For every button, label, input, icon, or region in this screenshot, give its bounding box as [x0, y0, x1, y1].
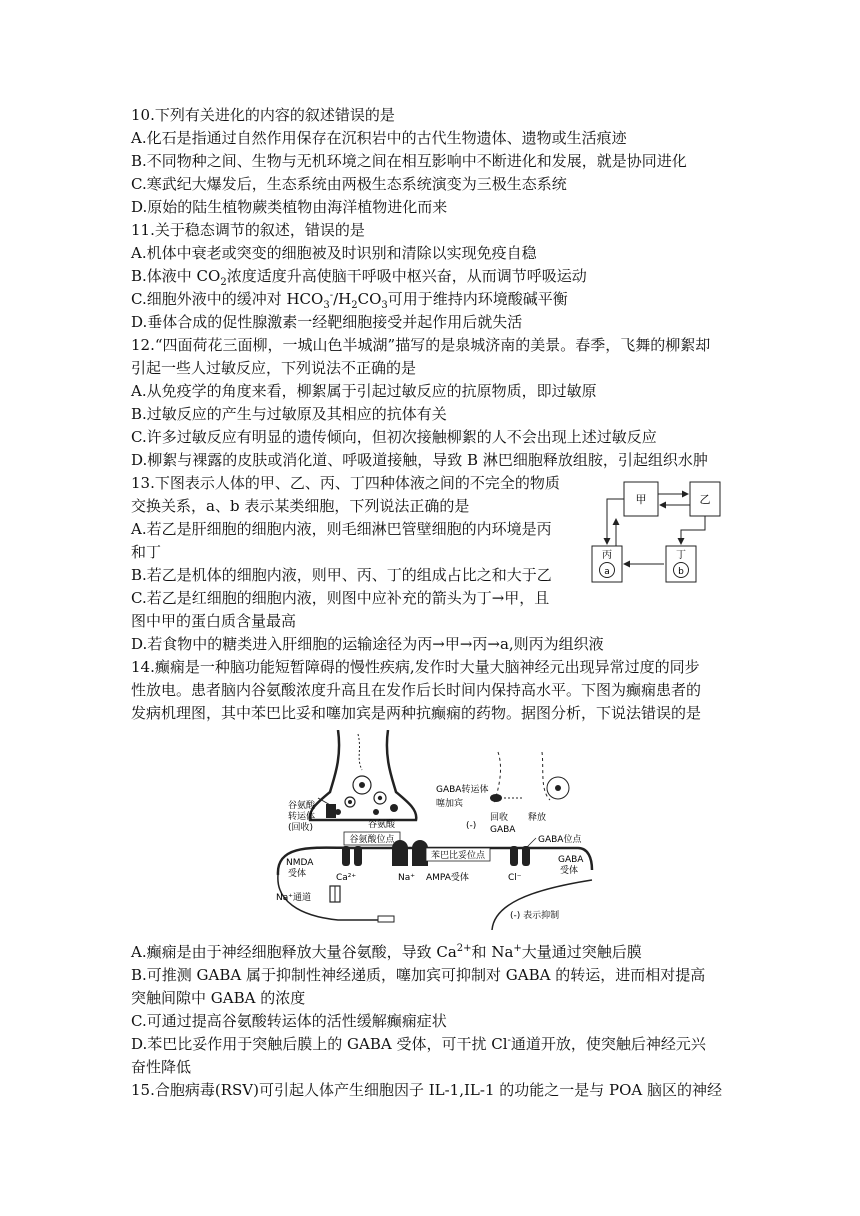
glu-transporter-label-2: 转运体 [288, 812, 316, 822]
vesicle-core [359, 782, 365, 788]
body-fluid-exchange-diagram [586, 474, 726, 590]
gaba-vesicle-core [555, 785, 561, 791]
gaba-site-label: GABA位点 [538, 835, 582, 845]
q14-option-a: A.癫痫是由于神经细胞释放大量谷氨酸，导致 $Ca^{2+}$和 Na+大量通过突触后膜 [131, 943, 642, 961]
synapse-mechanism-diagram [258, 730, 598, 930]
channel-bottom-icon [378, 916, 394, 922]
q12-stem-line1: 12.“四面荷花三面柳，一城山色半城湖”描写的是泉城济南的美景。春季，飞舞的柳絮却 [131, 336, 711, 354]
q12-option-d: D.柳絮与裸露的皮肤或消化道、呼吸道接触，导致 B 淋巴细胞释放组胺，引起组织水肿 [131, 451, 708, 469]
q10-option-c: C.寒武纪大爆发后，生态系统由两极生态系统演变为三极生态系统 [131, 175, 567, 193]
label-yi: 乙 [699, 493, 711, 506]
q13-option-d: D.若食物中的糖类进入肝细胞的运输途径为丙→甲→丙→a,则丙为组织液 [131, 635, 604, 653]
q13-option-c-line1: C.若乙是红细胞的细胞内液，则图中应补充的箭头为丁→甲，且 [131, 589, 550, 607]
q12-option-a: A.从免疫学的角度来看，柳絮属于引起过敏反应的抗原物质，即过敏原 [131, 382, 597, 400]
legend-inhibit: (-) 表示抑制 [510, 911, 560, 921]
glu-transporter-label-1: 谷氨酸 [288, 801, 316, 811]
vesicle-core [348, 800, 352, 804]
gaba-transporter-icon [490, 794, 502, 802]
glu-site-label: 谷氨酸位点 [349, 835, 395, 845]
q10-stem: 10.下列有关进化的内容的叙述错误的是 [131, 106, 395, 124]
recycle-label: 回收 [490, 813, 509, 823]
gaba-label: GABA [490, 825, 516, 835]
q14-stem-line3: 发病机理图，其中苯巴比妥和噻加宾是两种抗癫痫的药物。据图分析，下说法错误的是 [131, 704, 702, 722]
gaba-transporter-label: GABA转运体 [436, 785, 489, 795]
q14-stem-line2: 性放电。患者脑内谷氨酸浓度升高且在发作后长时间内保持高水平。下图为癫痫患者的 [131, 681, 702, 699]
vesicle-core [378, 796, 382, 800]
gaba-receptor-label-2: 受体 [560, 866, 579, 876]
q12-option-b: B.过敏反应的产生与过敏原及其相应的抗体有关 [131, 405, 447, 423]
q12-option-c: C.许多过敏反应有明显的遗传倾向，但初次接触柳絮的人不会出现上述过敏反应 [131, 428, 657, 446]
inhibit-sign: (-) [466, 821, 477, 831]
glu-transporter-label-3: (回收) [288, 823, 314, 833]
glutamate-label: 谷氨酸 [368, 820, 396, 830]
postsynaptic-membrane-right [492, 880, 592, 930]
q13-stem-line1: 13.下图表示人体的甲、乙、丙、丁四种体液之间的不完全的物质 [131, 474, 560, 492]
q14-option-c: C.可通过提高谷氨酸转运体的活性缓解癫痫症状 [131, 1012, 447, 1030]
ampa-receptor-icon [392, 840, 428, 866]
q10-option-d: D.原始的陆生植物蕨类植物由海洋植物进化而来 [131, 198, 448, 216]
glutamate-transporter-icon [326, 804, 336, 818]
nmda-label-1: NMDA [286, 858, 314, 868]
na-channel-label: Na⁺通道 [276, 893, 311, 903]
q13-option-b: B.若乙是机体的细胞内液，则甲、丙、丁的组成占比之和大于乙 [131, 566, 552, 584]
tiagabine-label: 噻加宾 [436, 799, 464, 809]
q11-option-d: D.垂体合成的促性腺激素一经靶细胞接受并起作用后就失活 [131, 313, 523, 331]
q14-option-d-line2: 奋性降低 [131, 1058, 192, 1076]
cl-label: Cl⁻ [508, 873, 522, 883]
gaba-terminal-outline [494, 752, 550, 804]
label-jia: 甲 [635, 493, 647, 506]
q11-stem: 11.关于稳态调节的叙述，错误的是 [131, 221, 365, 239]
nmda-label-2: 受体 [288, 869, 307, 879]
q13-stem-line2: 交换关系，a、b 表示某类细胞，下列说法正确的是 [131, 497, 470, 515]
presynaptic-terminal-outline [310, 730, 417, 820]
arrow-yi-to-ding [681, 516, 705, 544]
q10-option-b: B.不同物种之间、生物与无机环境之间在相互影响中不断进化和发展，就是协同进化 [131, 152, 687, 170]
label-bing: 丙 [602, 550, 612, 561]
q11-option-a: A.机体中衰老或突变的细胞被及时识别和清除以实现免疫自稳 [131, 244, 537, 262]
q13-option-c-line2: 图中甲的蛋白质含量最高 [131, 612, 297, 630]
glutamate-dot [373, 809, 379, 815]
pheno-site-label: 苯巴比妥位点 [430, 851, 486, 861]
label-a: a [604, 567, 610, 577]
q11-option-c: C.细胞外液中的缓冲对 $HCO_3^-/H_2CO_3$可用于维持内环境酸碱平衡 [131, 290, 568, 311]
q14-option-d-line1: D.苯巴比妥作用于突触后膜上的 GABA 受体，可干扰 Cl-通道开放，使突触后神经元兴 [131, 1035, 706, 1053]
ca-label: Ca²⁺ [336, 873, 357, 883]
label-ding: 丁 [676, 550, 686, 561]
q14-option-b-line1: B.可推测 GABA 属于抑制性神经递质，噻加宾可抑制对 GABA 的转运，进而相对提高 [131, 966, 706, 984]
q14-stem-line1: 14.癫痫是一种脑功能短暂障碍的慢性疾病,发作时大量大脑神经元出现异常过度的同步 [131, 658, 700, 676]
q15-stem: 15.合胞病毒(RSV)可引起人体产生细胞因子 IL-1,IL-1 的功能之一是与 POA 脑区的神经 [131, 1081, 723, 1099]
q10-option-a: A.化石是指通过自然作用保存在沉积岩中的古代生物遗体、遗物或生活痕迹 [131, 129, 627, 147]
gaba-receptor-label-1: GABA [558, 855, 584, 865]
q11-option-b: B.体液中 $CO_2$浓度适度升高使脑干呼吸中枢兴奋，从而调节呼吸运动 [131, 267, 587, 288]
glutamate-dot [390, 804, 398, 812]
release-label: 释放 [528, 813, 547, 823]
q12-stem-line2: 引起一些人过敏反应，下列说法不正确的是 [131, 359, 417, 377]
label-b: b [678, 567, 684, 577]
q13-option-a-line2: 和丁 [131, 543, 162, 561]
na-label: Na⁺ [398, 873, 415, 883]
axon-inner-line [358, 734, 362, 770]
q14-option-b-line2: 突触间隙中 GABA 的浓度 [131, 989, 306, 1007]
q13-option-a-line1: A.若乙是肝细胞的细胞内液，则毛细淋巴管壁细胞的内环境是丙 [131, 520, 552, 538]
ampa-label: AMPA受体 [426, 873, 469, 883]
